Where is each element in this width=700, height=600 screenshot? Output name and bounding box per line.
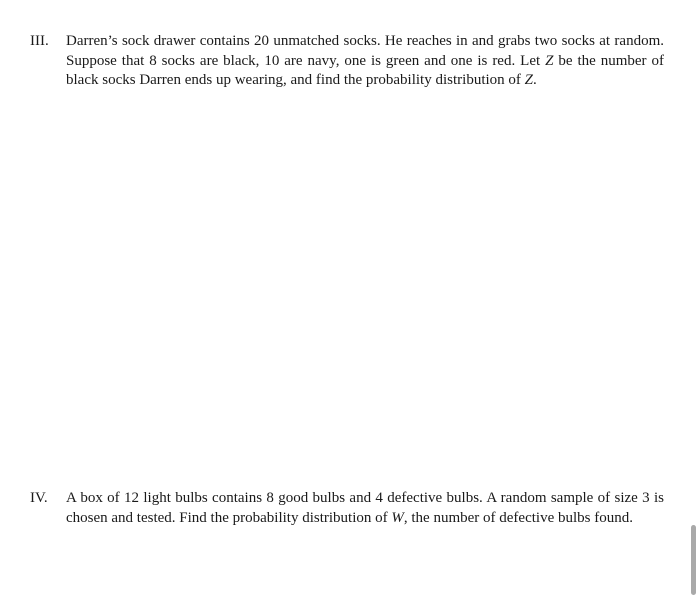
problem-text [66, 32, 664, 91]
math-variable: Z [524, 72, 533, 88]
problem-text-part: A box of 12 light bulbs contains 8 good bulbs and 4 defective bulbs. A random sample of size 3 is chosen and tested. Find the probability distribution of [66, 490, 664, 526]
problem-text-part: Darren’s sock drawer contains 20 unmatched socks. He reaches in and grabs two socks at random. Suppose that 8 socks are black, 10 are navy, one is green and one is red. Let [66, 33, 664, 69]
problem-text [66, 489, 664, 528]
problem-text-part: be the number of black socks Darren ends up wearing, and find the probability distribution of [66, 52, 664, 88]
scrollbar-thumb[interactable] [691, 525, 696, 595]
problem-iii [30, 32, 664, 91]
problem-text-part: . [533, 72, 537, 88]
problem-iv [30, 489, 664, 528]
problem-text-part: , the number of defective bulbs found. [403, 509, 633, 526]
math-variable: W [391, 509, 404, 526]
problem-number: IV. [30, 490, 48, 506]
problem-number: III. [30, 33, 49, 49]
math-variable: Z [545, 52, 554, 69]
